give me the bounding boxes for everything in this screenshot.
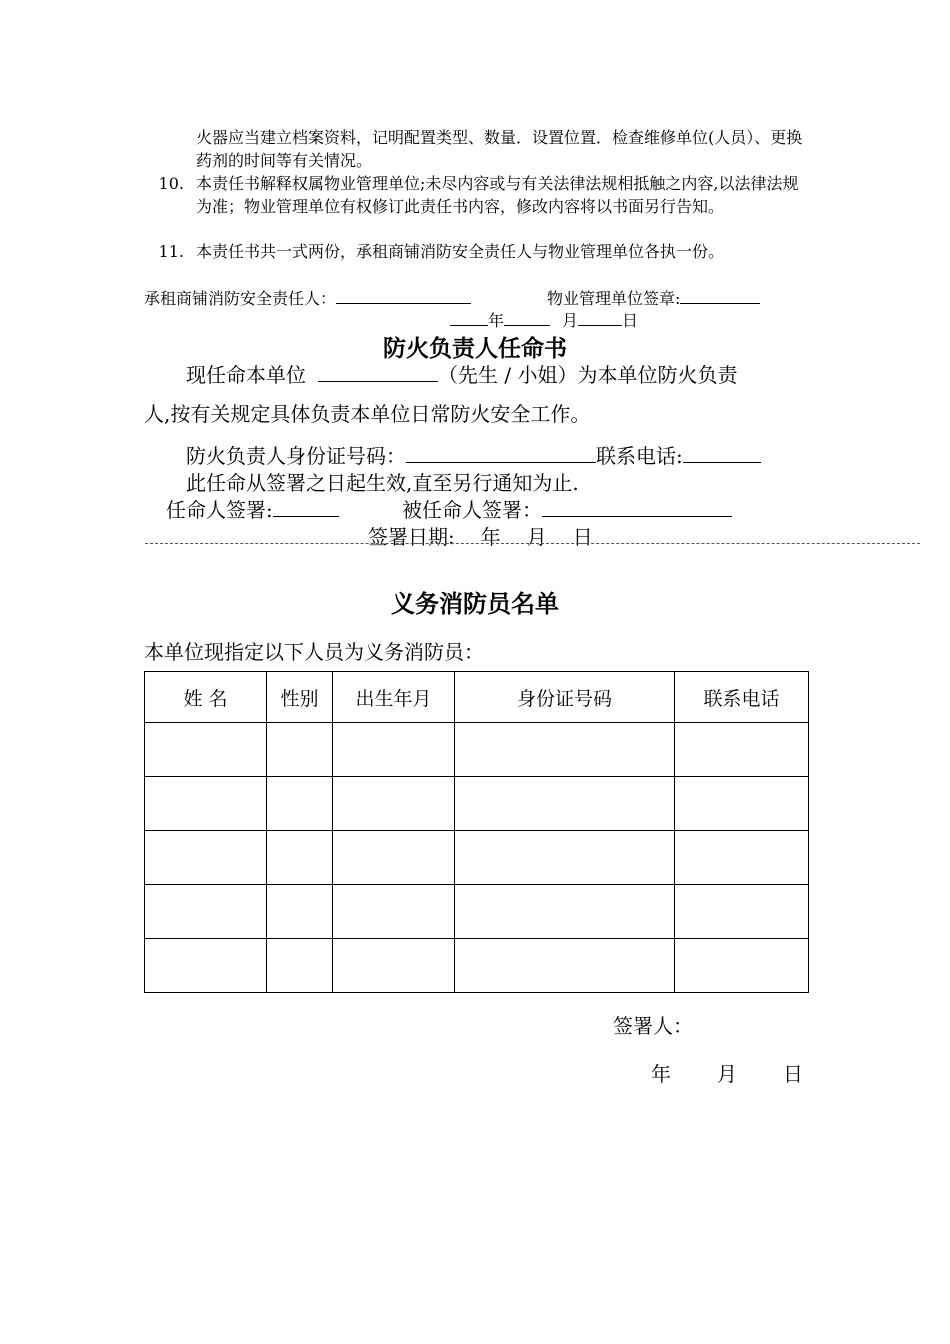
list-item-text: 本责任书共一式两份，承租商铺消防安全责任人与物业管理单位各执一份。 bbox=[196, 242, 725, 261]
day-label: 日 bbox=[783, 1062, 803, 1086]
appointer-signature-label: 任命人签署: bbox=[166, 498, 273, 522]
tenant-signature-label: 承租商铺消防安全责任人： bbox=[144, 289, 337, 308]
appointee-signature-blank[interactable] bbox=[542, 499, 732, 517]
mgmt-seal-blank[interactable] bbox=[680, 286, 760, 304]
appointee-name-blank[interactable] bbox=[318, 364, 438, 382]
header-name: 姓 名 bbox=[145, 672, 267, 723]
sign-date-label: 签署日期: bbox=[368, 525, 455, 549]
tenant-signature-blank[interactable] bbox=[336, 286, 471, 304]
id-number-blank[interactable] bbox=[406, 445, 596, 463]
header-gender: 性别 bbox=[267, 672, 333, 723]
table-header-row bbox=[145, 672, 809, 723]
cell-gender[interactable] bbox=[267, 723, 333, 777]
roster-date-line bbox=[651, 1058, 803, 1087]
cell-id-number[interactable] bbox=[455, 777, 675, 831]
tenant-signature-line bbox=[144, 286, 471, 309]
appointment-line1 bbox=[186, 359, 737, 388]
table-row bbox=[145, 939, 809, 993]
cell-birth[interactable] bbox=[333, 939, 455, 993]
sign-date-line bbox=[368, 521, 593, 550]
cell-gender[interactable] bbox=[267, 777, 333, 831]
roster-title: 义务消防员名单 bbox=[391, 590, 559, 618]
month-blank[interactable] bbox=[504, 308, 550, 326]
appointee-signature-line bbox=[402, 494, 732, 523]
day-label: 日 bbox=[572, 525, 593, 549]
appointment-line1-end: （先生 / 小姐）为本单位防火负责 bbox=[438, 363, 738, 387]
cell-phone[interactable] bbox=[675, 939, 809, 993]
year-label: 年 bbox=[488, 311, 505, 330]
list-item-number: 10. bbox=[158, 174, 184, 193]
appointment-line1-start: 现任命本单位 bbox=[186, 363, 306, 387]
appointment-line2: 人,按有关规定具体负责本单位日常防火安全工作。 bbox=[144, 402, 591, 426]
day-blank[interactable] bbox=[578, 308, 622, 326]
phone-blank[interactable] bbox=[683, 445, 761, 463]
cell-name[interactable] bbox=[145, 885, 267, 939]
list-item-continuation: 火器应当建立档案资料，记明配置类型、数量．设置位置．检查维修单位(人员）、更换药剂的时间等有关情况。 bbox=[196, 128, 803, 170]
effective-statement: 此任命从签署之日起生效,直至另行通知为止. bbox=[186, 471, 579, 495]
cell-phone[interactable] bbox=[675, 777, 809, 831]
list-item-number: 11. bbox=[158, 242, 184, 261]
id-number-label: 防火负责人身份证号码： bbox=[186, 444, 406, 468]
appointer-signature-line bbox=[166, 494, 339, 523]
roster-intro: 本单位现指定以下人员为义务消防员： bbox=[144, 640, 484, 664]
cell-birth[interactable] bbox=[333, 885, 455, 939]
year-label: 年 bbox=[480, 525, 501, 549]
cell-phone[interactable] bbox=[675, 831, 809, 885]
cell-phone[interactable] bbox=[675, 723, 809, 777]
appointment-title: 防火负责人任命书 bbox=[383, 336, 567, 362]
table-row bbox=[145, 831, 809, 885]
table-row bbox=[145, 777, 809, 831]
cell-name[interactable] bbox=[145, 777, 267, 831]
sign1-date-line bbox=[450, 308, 638, 331]
header-id-number: 身份证号码 bbox=[455, 672, 675, 723]
cell-gender[interactable] bbox=[267, 939, 333, 993]
cell-name[interactable] bbox=[145, 723, 267, 777]
cell-birth[interactable] bbox=[333, 723, 455, 777]
cell-name[interactable] bbox=[145, 831, 267, 885]
signer-label: 签署人： bbox=[613, 1014, 693, 1038]
cell-birth[interactable] bbox=[333, 777, 455, 831]
cell-id-number[interactable] bbox=[455, 885, 675, 939]
mgmt-seal-line bbox=[547, 286, 760, 309]
cell-id-number[interactable] bbox=[455, 723, 675, 777]
month-label: 月 bbox=[526, 525, 547, 549]
table-row bbox=[145, 885, 809, 939]
cell-birth[interactable] bbox=[333, 831, 455, 885]
year-blank[interactable] bbox=[450, 308, 488, 326]
mgmt-seal-label: 物业管理单位签章: bbox=[547, 289, 681, 308]
cell-gender[interactable] bbox=[267, 885, 333, 939]
cell-name[interactable] bbox=[145, 939, 267, 993]
table-row bbox=[145, 723, 809, 777]
header-phone: 联系电话 bbox=[675, 672, 809, 723]
cell-id-number[interactable] bbox=[455, 831, 675, 885]
cut-line-divider bbox=[145, 543, 920, 544]
month-label: 月 bbox=[562, 311, 579, 330]
cell-phone[interactable] bbox=[675, 885, 809, 939]
header-birth: 出生年月 bbox=[333, 672, 455, 723]
appointee-signature-label: 被任命人签署： bbox=[402, 498, 542, 522]
cell-id-number[interactable] bbox=[455, 939, 675, 993]
list-item-text: 本责任书解释权属物业管理单位;未尽内容或与有关法律法规相抵触之内容,以法律法规为准；物业管理单位有权修订此责任书内容，修改内容将以书面另行告知。 bbox=[196, 174, 799, 216]
year-label: 年 bbox=[651, 1062, 671, 1086]
phone-label: 联系电话: bbox=[596, 444, 683, 468]
appointer-signature-blank[interactable] bbox=[273, 499, 339, 517]
volunteer-roster-table bbox=[144, 671, 809, 993]
cell-gender[interactable] bbox=[267, 831, 333, 885]
id-number-line bbox=[186, 440, 761, 469]
month-label: 月 bbox=[717, 1062, 737, 1086]
day-label: 日 bbox=[622, 311, 639, 330]
